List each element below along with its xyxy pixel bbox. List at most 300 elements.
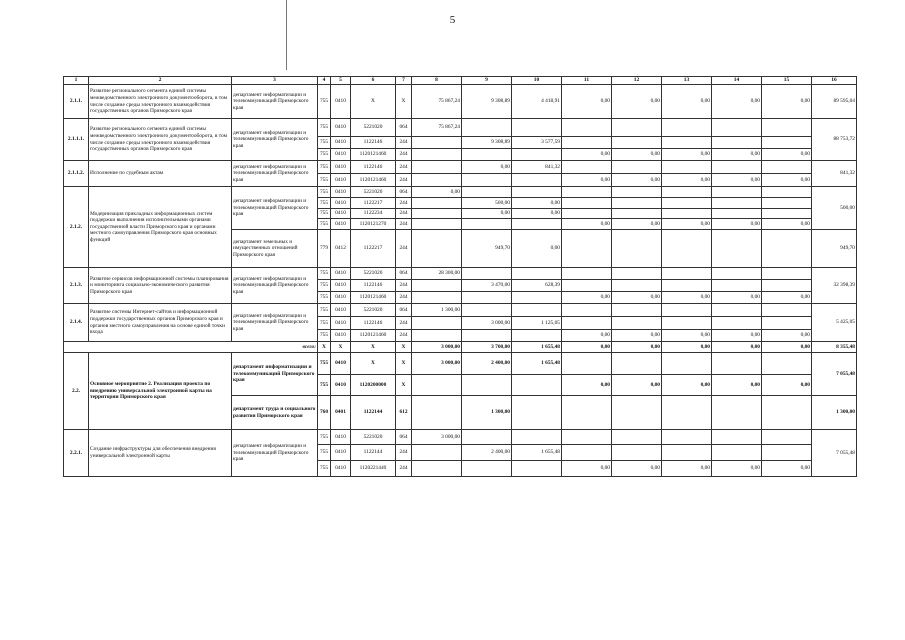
table-cell xyxy=(712,198,762,209)
page-number: 5 xyxy=(449,14,456,26)
table-cell: 755 xyxy=(318,304,331,317)
table-cell: 3 000,00 xyxy=(462,317,512,330)
table-cell xyxy=(462,268,512,280)
table-cell xyxy=(462,304,512,317)
table-cell: 755 xyxy=(318,461,331,477)
table-cell: 064 xyxy=(396,119,412,137)
table-cell xyxy=(662,187,712,198)
table-cell xyxy=(612,198,662,209)
table-cell xyxy=(712,230,762,268)
table-cell: 0410 xyxy=(331,198,351,209)
table-cell: 0,00 xyxy=(662,375,712,396)
table-cell: 755 xyxy=(318,292,331,304)
table-cell xyxy=(512,119,562,137)
table-cell xyxy=(562,161,612,174)
table-cell xyxy=(712,137,762,149)
table-cell: 0,00 xyxy=(712,149,762,161)
table-cell xyxy=(662,198,712,209)
table-cell: 0,00 xyxy=(562,174,612,187)
table-cell: 7 055,48 xyxy=(812,353,857,396)
table-cell xyxy=(762,209,812,219)
table-cell xyxy=(762,317,812,330)
table-cell xyxy=(562,317,612,330)
table-cell: 755 xyxy=(318,280,331,292)
table-cell: 0,00 xyxy=(562,292,612,304)
table-cell xyxy=(612,119,662,137)
table-cell: 0410 xyxy=(331,85,351,119)
table-cell xyxy=(412,445,462,461)
table-cell: 0410 xyxy=(331,149,351,161)
table-cell: 244 xyxy=(396,137,412,149)
table-cell: 0,00 xyxy=(662,219,712,230)
table-cell xyxy=(562,119,612,137)
table-cell: Основное мероприятие 2. Реализация проекта по внедрению универсальной электронной карты на территории Приморского края xyxy=(89,353,232,430)
table-cell: 0,00 xyxy=(462,161,512,174)
table-cell xyxy=(762,280,812,292)
table-cell: 0,00 xyxy=(662,85,712,119)
table-cell xyxy=(512,330,562,342)
table-cell: 1122144 xyxy=(351,396,396,430)
table-cell xyxy=(712,445,762,461)
table-cell xyxy=(512,187,562,198)
table-cell: 755 xyxy=(318,149,331,161)
table-cell: Развитие сервисов информационной системы планирования и мониторинга социально-экономического развития Приморского края xyxy=(89,268,232,304)
table-cell xyxy=(462,292,512,304)
table-cell: 0,00 xyxy=(512,209,562,219)
table-cell: 2.1.1. xyxy=(64,85,89,119)
table-cell: 0,00 xyxy=(712,330,762,342)
table-cell: 244 xyxy=(396,317,412,330)
table-cell xyxy=(612,396,662,430)
table-cell xyxy=(762,161,812,174)
table-cell: 244 xyxy=(396,461,412,477)
table-cell: 0,00 xyxy=(412,187,462,198)
table-cell: 064 xyxy=(396,268,412,280)
table-cell: 244 xyxy=(396,445,412,461)
table-cell: 244 xyxy=(396,209,412,219)
header-cell: 10 xyxy=(512,77,562,85)
table-cell: 244 xyxy=(396,198,412,209)
table-cell: департамент информатизации и телекоммуникаций Приморского края xyxy=(232,161,318,187)
total-cell: X xyxy=(318,342,331,353)
table-cell: Модернизация прикладных информационных систем поддержки выполнения исполнительными органами государственной власти Приморского края и органами местного самоуправления Приморского края основных функций xyxy=(89,187,232,268)
table-cell: 0,00 xyxy=(712,292,762,304)
table-cell: 0,00 xyxy=(562,219,612,230)
table-cell xyxy=(562,209,612,219)
table-cell: 0410 xyxy=(331,161,351,174)
table-cell: 1122146 xyxy=(351,137,396,149)
header-cell: 5 xyxy=(331,77,351,85)
table-cell: 0410 xyxy=(331,445,351,461)
table-cell xyxy=(612,268,662,280)
table-cell: 064 xyxy=(396,430,412,445)
total-cell: 1 655,48 xyxy=(512,342,562,353)
table-cell xyxy=(562,230,612,268)
table-cell: 88 753,72 xyxy=(812,119,857,161)
table-cell: 5221020 xyxy=(351,119,396,137)
table-cell: 755 xyxy=(318,119,331,137)
table-cell: 0410 xyxy=(331,375,351,396)
table-cell: X xyxy=(351,85,396,119)
table-cell xyxy=(712,209,762,219)
table-cell xyxy=(762,230,812,268)
table-cell: 244 xyxy=(396,174,412,187)
table-cell: 841,32 xyxy=(512,161,562,174)
header-cell: 3 xyxy=(232,77,318,85)
table-cell: 0,00 xyxy=(762,85,812,119)
total-cell: 3 700,00 xyxy=(462,342,512,353)
table-cell: 1120200000 xyxy=(351,375,396,396)
table-cell xyxy=(712,317,762,330)
table-cell xyxy=(612,445,662,461)
table-row xyxy=(64,353,857,375)
table-cell: 1 300,00 xyxy=(412,304,462,317)
header-cell: 8 xyxy=(412,77,462,85)
table-cell xyxy=(562,187,612,198)
table-cell: 0,00 xyxy=(562,330,612,342)
table-cell xyxy=(562,268,612,280)
table-cell: 2 400,00 xyxy=(462,353,512,375)
table-cell xyxy=(662,137,712,149)
table-cell xyxy=(612,280,662,292)
header-cell: 7 xyxy=(396,77,412,85)
total-cell: X xyxy=(396,342,412,353)
table-cell: 0,00 xyxy=(612,330,662,342)
table-cell: 760 xyxy=(318,396,331,430)
table-cell xyxy=(762,268,812,280)
table-cell xyxy=(462,149,512,161)
table-cell: 500,00 xyxy=(462,198,512,209)
table-cell xyxy=(412,149,462,161)
table-cell xyxy=(712,119,762,137)
table-cell: 0410 xyxy=(331,209,351,219)
table-cell: 1120121460 xyxy=(351,292,396,304)
table-cell xyxy=(662,430,712,445)
table-cell xyxy=(512,219,562,230)
table-cell: 0,00 xyxy=(762,292,812,304)
table-cell: 0,00 xyxy=(712,174,762,187)
table-cell xyxy=(412,209,462,219)
table-cell: 4 418,91 xyxy=(512,85,562,119)
table-cell: 0,00 xyxy=(512,230,562,268)
table-cell: 1122217 xyxy=(351,198,396,209)
table-cell xyxy=(512,461,562,477)
table-cell xyxy=(412,292,462,304)
table-cell: 0,00 xyxy=(662,174,712,187)
table-cell: 064 xyxy=(396,187,412,198)
table-cell xyxy=(462,430,512,445)
table-cell xyxy=(662,119,712,137)
table-cell xyxy=(662,396,712,430)
table-cell: X xyxy=(351,353,396,375)
table-cell: 0,00 xyxy=(612,149,662,161)
table-cell: 0,00 xyxy=(662,149,712,161)
table-cell: 0,00 xyxy=(762,149,812,161)
table-cell xyxy=(512,396,562,430)
table-cell xyxy=(612,137,662,149)
table-cell xyxy=(612,187,662,198)
table-cell: 244 xyxy=(396,292,412,304)
table-cell: 32 398,39 xyxy=(812,268,857,304)
table-cell: 89 595,04 xyxy=(812,85,857,119)
table-cell: 0410 xyxy=(331,330,351,342)
header-cell: 12 xyxy=(612,77,662,85)
table-cell xyxy=(512,304,562,317)
table-cell: 0410 xyxy=(331,353,351,375)
table-cell: 1120121270 xyxy=(351,219,396,230)
table-cell xyxy=(712,430,762,445)
table-cell xyxy=(662,304,712,317)
table-cell: 2.1.1.2. xyxy=(64,161,89,187)
total-cell: 8 355,48 xyxy=(812,342,857,353)
table-cell: 0410 xyxy=(331,268,351,280)
total-cell: 0,00 xyxy=(762,342,812,353)
total-cell: 0,00 xyxy=(662,342,712,353)
header-cell: 11 xyxy=(562,77,612,85)
table-cell: Развитие регионального сегмента единой системы межведомственного электронного документооборота, в том числе создание среды электронного взаимодействия государственных органов Приморского края xyxy=(89,85,232,119)
table-cell xyxy=(662,317,712,330)
table-cell: 1 300,00 xyxy=(462,396,512,430)
table-cell xyxy=(762,187,812,198)
table-cell: 0410 xyxy=(331,292,351,304)
table-cell xyxy=(512,174,562,187)
header-cell: 13 xyxy=(662,77,712,85)
table-cell: 75 867,24 xyxy=(412,119,462,137)
table-cell: 755 xyxy=(318,174,331,187)
table-cell: департамент информатизации и телекоммуникаций Приморского края xyxy=(232,353,318,396)
table-cell: 5221020 xyxy=(351,187,396,198)
table-cell xyxy=(762,353,812,375)
table-cell xyxy=(662,445,712,461)
table-cell xyxy=(412,219,462,230)
table-cell: 28 300,00 xyxy=(412,268,462,280)
total-cell: X xyxy=(351,342,396,353)
table-cell xyxy=(412,198,462,209)
table-cell: 755 xyxy=(318,268,331,280)
table-cell: 244 xyxy=(396,330,412,342)
table-cell: 0,00 xyxy=(762,219,812,230)
total-cell: X xyxy=(331,342,351,353)
table-cell xyxy=(562,396,612,430)
table-cell: 244 xyxy=(396,219,412,230)
table-cell: 500,00 xyxy=(812,187,857,230)
table-cell: Создание инфраструктуры для обеспечения внедрения универсальной электронной карты xyxy=(89,430,232,477)
table-cell: 628,39 xyxy=(512,280,562,292)
table-cell xyxy=(462,119,512,137)
table-cell: Развитие системы Интернет-сайтов и информационной поддержки государственных органов Приморского края и органов местного самоуправления на основе единой точки входа xyxy=(89,304,232,342)
table-cell xyxy=(462,375,512,396)
table-cell xyxy=(412,174,462,187)
table-cell xyxy=(512,149,562,161)
table-cell: 9 308,89 xyxy=(462,85,512,119)
table-cell xyxy=(412,330,462,342)
table-cell: 0401 xyxy=(331,396,351,430)
table-cell: 5221020 xyxy=(351,430,396,445)
table-cell: 0,00 xyxy=(612,85,662,119)
table-cell: 0,00 xyxy=(612,219,662,230)
table-cell xyxy=(562,137,612,149)
table-row xyxy=(64,119,857,137)
table-cell xyxy=(462,187,512,198)
table-cell: 1 655,48 xyxy=(512,353,562,375)
table-cell: 0410 xyxy=(331,119,351,137)
table-cell: 0,00 xyxy=(512,198,562,209)
header-cell: 16 xyxy=(812,77,857,85)
table-cell: 0410 xyxy=(331,430,351,445)
table-cell: X xyxy=(396,85,412,119)
table-row xyxy=(64,187,857,198)
table-cell xyxy=(762,198,812,209)
table-cell: 2.1.1.1. xyxy=(64,119,89,161)
table-cell: 841,32 xyxy=(812,161,857,187)
table-row xyxy=(64,268,857,280)
table-cell: 1 125,05 xyxy=(512,317,562,330)
table-cell: 0410 xyxy=(331,461,351,477)
table-cell xyxy=(562,198,612,209)
table-cell: 064 xyxy=(396,304,412,317)
table-cell: департамент информатизации и телекоммуникаций Приморского края xyxy=(232,119,318,161)
table-cell xyxy=(612,353,662,375)
table-cell: 1120121460 xyxy=(351,149,396,161)
table-cell: 3 000,00 xyxy=(412,353,462,375)
table-cell: 0410 xyxy=(331,174,351,187)
table-cell: 0,00 xyxy=(662,330,712,342)
table-cell xyxy=(712,187,762,198)
table-cell: 1 655,48 xyxy=(512,445,562,461)
table-cell: 0,00 xyxy=(562,149,612,161)
table-cell: 755 xyxy=(318,375,331,396)
table-cell xyxy=(412,461,462,477)
table-cell xyxy=(762,304,812,317)
header-cell: 6 xyxy=(351,77,396,85)
table-cell: 2.1.4. xyxy=(64,304,89,342)
table-cell: 0,00 xyxy=(612,375,662,396)
table-cell: 0,00 xyxy=(662,461,712,477)
table-cell: 0,00 xyxy=(762,375,812,396)
table-cell: 0412 xyxy=(331,230,351,268)
table-cell: 1 300,00 xyxy=(812,396,857,430)
table-cell: 755 xyxy=(318,430,331,445)
total-label: всего: xyxy=(64,342,318,353)
table-cell: X xyxy=(396,353,412,375)
table-cell xyxy=(612,209,662,219)
table-cell: 7 055,48 xyxy=(812,430,857,477)
table-cell xyxy=(562,445,612,461)
table-cell xyxy=(512,292,562,304)
table-cell: 2.2. xyxy=(64,353,89,430)
table-cell: 3 470,00 xyxy=(462,280,512,292)
table-cell: 0,00 xyxy=(762,461,812,477)
table-cell: 1122146 xyxy=(351,161,396,174)
table-cell: 755 xyxy=(318,219,331,230)
table-cell xyxy=(462,461,512,477)
table-cell xyxy=(512,375,562,396)
table-cell: 5 425,05 xyxy=(812,304,857,342)
total-cell: 3 000,00 xyxy=(412,342,462,353)
table-cell xyxy=(562,304,612,317)
table-cell: департамент информатизации и телекоммуникаций Приморского края xyxy=(232,268,318,304)
table-cell: 1122146 xyxy=(351,317,396,330)
total-cell: 0,00 xyxy=(612,342,662,353)
table-cell: 0,00 xyxy=(612,292,662,304)
table-cell: 755 xyxy=(318,317,331,330)
table-cell: 9 308,89 xyxy=(462,137,512,149)
table-cell: 755 xyxy=(318,161,331,174)
header-row xyxy=(64,77,857,85)
table-cell xyxy=(762,445,812,461)
table-cell: 0410 xyxy=(331,304,351,317)
table-row xyxy=(64,85,857,119)
header-cell: 9 xyxy=(462,77,512,85)
header-cell: 2 xyxy=(89,77,232,85)
table-cell xyxy=(412,375,462,396)
table-cell: департамент труда и социального развития Приморского края xyxy=(232,396,318,430)
table-cell: 0,00 xyxy=(462,209,512,219)
table-cell xyxy=(512,430,562,445)
table-cell: 755 xyxy=(318,187,331,198)
table-cell xyxy=(612,161,662,174)
table-cell: 5221020 xyxy=(351,268,396,280)
table-cell xyxy=(612,430,662,445)
table-row xyxy=(64,304,857,317)
table-cell xyxy=(712,396,762,430)
table-cell: 1120121460 xyxy=(351,330,396,342)
table-row xyxy=(64,161,857,174)
table-cell: департамент информатизации и телекоммуникаций Приморского края xyxy=(232,187,318,230)
table-cell xyxy=(562,430,612,445)
table-cell: 0,00 xyxy=(712,219,762,230)
table-cell xyxy=(662,161,712,174)
table-cell: 2.1.3. xyxy=(64,268,89,304)
header-cell: 1 xyxy=(64,77,89,85)
table-cell: 0,00 xyxy=(612,461,662,477)
table-cell: 1122146 xyxy=(351,280,396,292)
table-cell: 0410 xyxy=(331,137,351,149)
table-cell xyxy=(712,280,762,292)
table-cell xyxy=(412,280,462,292)
table-cell xyxy=(612,317,662,330)
table-cell xyxy=(712,304,762,317)
table-cell xyxy=(662,353,712,375)
header-cell: 4 xyxy=(318,77,331,85)
table-cell xyxy=(712,161,762,174)
table-cell: 3 000,00 xyxy=(412,430,462,445)
table-cell: 244 xyxy=(396,230,412,268)
table-cell: 0,00 xyxy=(562,85,612,119)
table-cell: департамент земельных и имущественных отношений Приморского края xyxy=(232,230,318,268)
table-cell: 244 xyxy=(396,149,412,161)
total-row xyxy=(64,342,857,353)
table-row xyxy=(64,430,857,445)
table-cell xyxy=(412,161,462,174)
table-cell: 0,00 xyxy=(562,375,612,396)
table-cell: 244 xyxy=(396,280,412,292)
table-cell: 755 xyxy=(318,353,331,375)
table-cell: 612 xyxy=(396,396,412,430)
table-cell xyxy=(712,353,762,375)
table-cell: 2.1.2. xyxy=(64,187,89,268)
table-cell: 755 xyxy=(318,198,331,209)
table-cell: 755 xyxy=(318,137,331,149)
table-cell: 755 xyxy=(318,85,331,119)
table-cell: 2 400,00 xyxy=(462,445,512,461)
table-cell xyxy=(712,268,762,280)
table-cell xyxy=(662,280,712,292)
table-cell: 1120121460 xyxy=(351,174,396,187)
table-cell xyxy=(412,317,462,330)
table-cell xyxy=(662,268,712,280)
table-cell: 0,00 xyxy=(662,292,712,304)
